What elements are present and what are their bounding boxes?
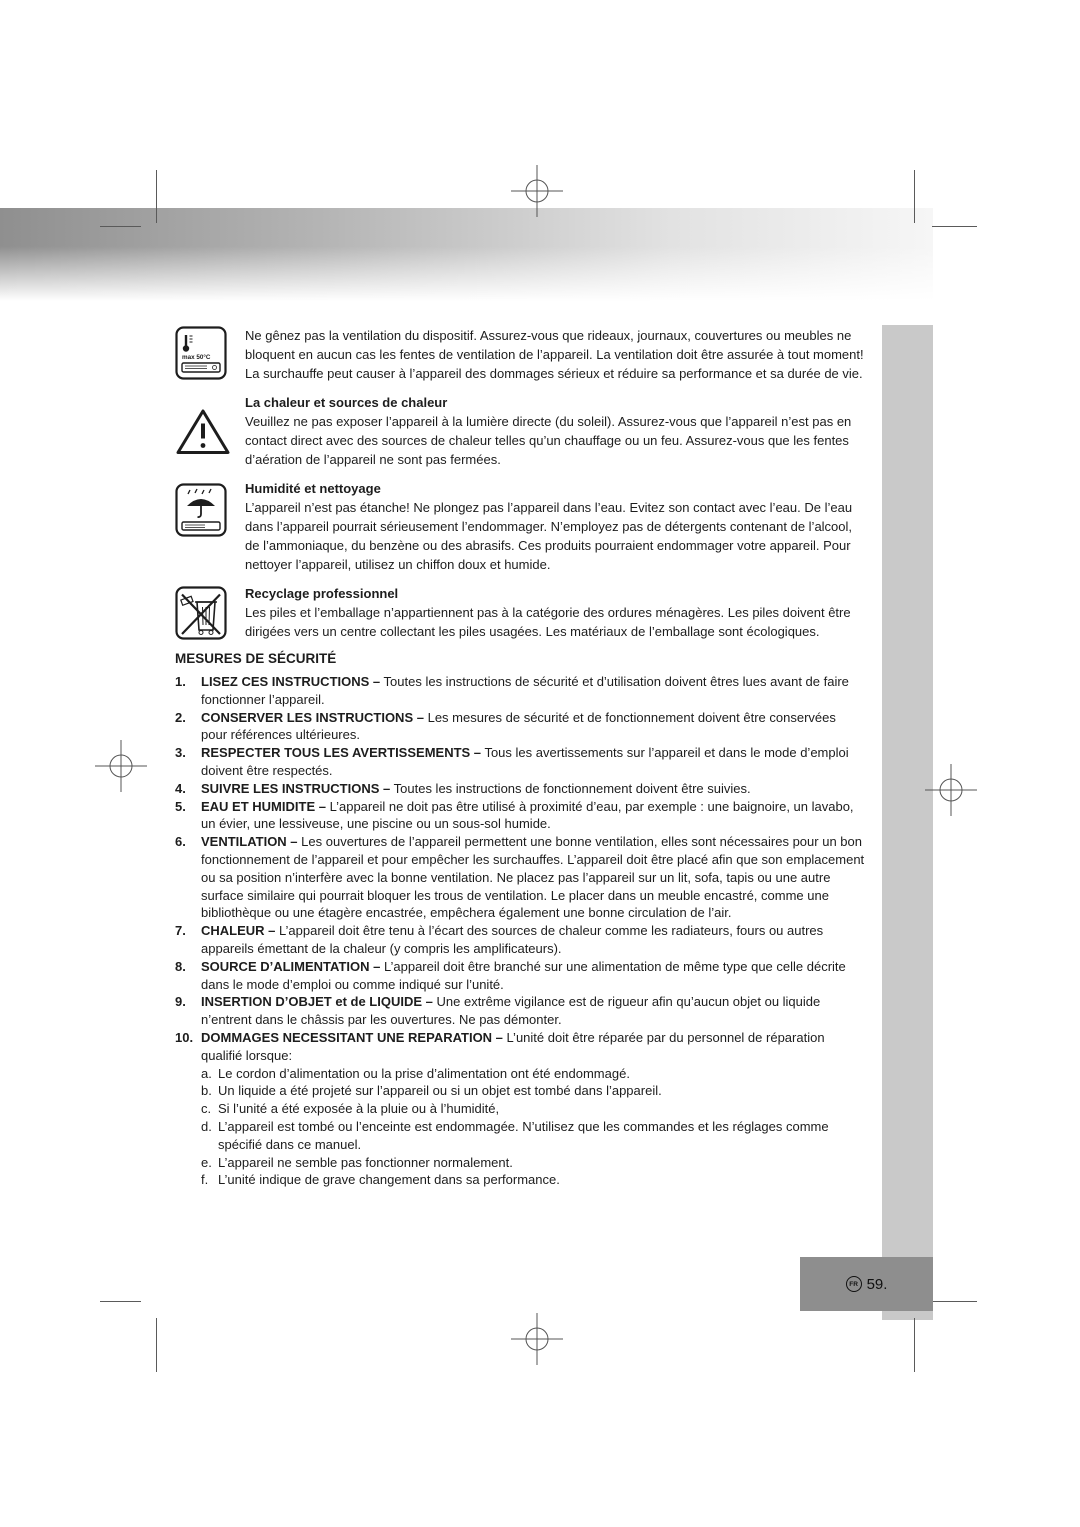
- safety-section-heat: [175, 393, 865, 469]
- sub-item-letter: f.: [201, 1172, 209, 1188]
- header-gradient-band: [0, 208, 933, 304]
- sub-list-item: [201, 1171, 865, 1189]
- list-item-text: SOURCE D’ALIMENTATION – L’appareil doit être branché sur une alimentation de même type que celle décrite dans le mode d’emploi ou comme indiqué sur l’unité.: [201, 958, 846, 992]
- sub-item-text: Le cordon d’alimentation ou la prise d’alimentation ont été endommagé.: [218, 1065, 630, 1081]
- safety-section-humidity: [175, 479, 865, 574]
- list-item-number: 6.: [175, 834, 186, 850]
- safety-section-ventilation: [175, 326, 865, 383]
- crop-mark: [914, 170, 915, 223]
- section-paragraph: L’appareil n’est pas étanche! Ne plongez pas l’appareil dans l’eau. Evitez son contact avec l’eau. De l’eau dans l’appareil pourrait sérieusement l’endommager. N’employez pas de détergents contenant de l’alcool, de l’ammoniaque, du benzène ou des abrasifs. Ces produits pourraient endommager votre appareil. Pour nettoyer l’appareil, utilisez un chiffon doux et humide.: [245, 500, 853, 572]
- list-item-number: 8.: [175, 958, 186, 974]
- registration-mark-right: [925, 764, 977, 816]
- sub-item-text: L’appareil ne semble pas fonctionner normalement.: [218, 1154, 513, 1170]
- sub-item-letter: d.: [201, 1118, 212, 1134]
- list-item-text: DOMMAGES NECESSITANT UNE REPARATION – L’unité doit être réparée par du personnel de réparation qualifié lorsque:: [201, 1029, 825, 1063]
- sub-list-item: [201, 1082, 865, 1100]
- registration-mark-left: [95, 740, 147, 792]
- sub-item-text: L’unité indique de grave changement dans sa performance.: [218, 1172, 560, 1188]
- crop-mark: [156, 1318, 157, 1372]
- list-item-text: INSERTION D’OBJET et de LIQUIDE – Une extrême vigilance est de rigueur afin qu’aucun objet ou liquide n’entrent dans le châssis par les ouvertures. Ne pas démonter.: [201, 994, 821, 1028]
- list-item-text: VENTILATION – Les ouvertures de l’appareil permettent une bonne ventilation, elles sont nécessaires pour un bon fonctionnement de l’appareil et pour empêcher les surchauffes. L’appareil doit être placé afin que son emplacement ou sa position n’interfère avec la bonne ventilation. Ne placez pas l’appareil sur un lit, sofa, tapis ou une autre surface similaire qui pourrait bloquer les trous de ventilation. Le placer dans un meuble encastré, comme une bibliothèque ou une étagère encastrée, empêchera également une bonne circulation de l’air.: [201, 834, 865, 921]
- list-item: [175, 744, 865, 780]
- crop-mark: [100, 1301, 141, 1302]
- sub-item-letter: c.: [201, 1101, 212, 1117]
- list-item-number: 5.: [175, 798, 186, 814]
- list-item: [175, 673, 865, 709]
- recycling-icon: [175, 584, 232, 641]
- footer-page-badge: [800, 1257, 933, 1311]
- list-item-number: 10.: [175, 1029, 194, 1045]
- list-item-text: CONSERVER LES INSTRUCTIONS – Les mesures de sécurité et de fonctionnement doivent être conservées pour références ultérieures.: [201, 709, 836, 743]
- max-temp-label: max 50°C: [182, 354, 211, 361]
- safety-measures-title: MESURES DE SÉCURITÉ: [175, 651, 337, 666]
- sub-item-text: Un liquide a été projeté sur l’appareil ou si un objet est tombé dans l’appareil.: [218, 1083, 662, 1099]
- section-paragraph: Veuillez ne pas exposer l’appareil à la lumière directe (du soleil). Assurez-vous que l’appareil n’est pas en contact direct avec des sources de chaleur telles qu’un chauffage ou un feu. Assurez-vous que les fentes d’aération de l’appareil ne sont pas fermées.: [245, 414, 852, 467]
- page-number: 59.: [866, 1275, 888, 1293]
- section-paragraph: Ne gênez pas la ventilation du dispositif. Assurez-vous que rideaux, journaux, couvertures ou meubles ne bloquent en aucun cas les fentes de ventilation de l’appareil. La ventilation doit être assurée à tout moment! La surchauffe peut causer à l’appareil des dommages sérieux et réduire sa performance et sa durée de vie.: [245, 328, 864, 381]
- section-paragraph: Les piles et l’emballage n’appartiennent pas à la catégorie des ordures ménagères. Les piles doivent être dirigées vers un centre collectant les piles usagées. Les matériaux de l’emballage sont écologiques.: [245, 605, 851, 639]
- section-heading: Recyclage professionnel: [245, 586, 399, 601]
- sub-item-text: Si l’unité a été exposée à la pluie ou à l’humidité,: [218, 1101, 500, 1117]
- section-heading: La chaleur et sources de chaleur: [245, 395, 448, 410]
- list-item-number: 4.: [175, 780, 186, 796]
- crop-mark: [156, 170, 157, 223]
- humidity-icon: [175, 479, 232, 574]
- sub-item-letter: a.: [201, 1065, 212, 1081]
- right-margin-strip: [882, 325, 933, 1320]
- crop-mark: [932, 1301, 977, 1302]
- list-item: [175, 833, 865, 922]
- list-item-text: EAU ET HUMIDITE – L’appareil ne doit pas être utilisé à proximité d’eau, par exemple : une baignoire, un lavabo, un évier, une lessiveuse, une piscine ou un sous-sol humide.: [201, 798, 854, 832]
- list-item-number: 7.: [175, 923, 186, 939]
- list-item-text: SUIVRE LES INSTRUCTIONS – Toutes les instructions de fonctionnement doivent être suivies.: [201, 780, 751, 796]
- list-item: [175, 798, 865, 834]
- registration-mark-bottom: [511, 1313, 563, 1365]
- list-item-text: RESPECTER TOUS LES AVERTISSEMENTS – Tous les avertissements sur l’appareil et dans le mode d’emploi doivent être respectés.: [201, 745, 849, 778]
- safety-measures-list: [175, 673, 865, 1189]
- sub-list-item: [201, 1118, 865, 1154]
- sub-item-text: L’appareil est tombé ou l’enceinte est endommagée. N’utilisez que les commandes et les réglages comme spécifié dans ce manuel.: [218, 1118, 829, 1152]
- crop-mark: [100, 226, 141, 227]
- list-item-number: 1.: [175, 674, 186, 689]
- sub-item-letter: b.: [201, 1083, 212, 1099]
- section-heading: Humidité et nettoyage: [245, 481, 381, 496]
- max-temperature-icon: [175, 326, 232, 383]
- list-item-number: 9.: [175, 994, 186, 1010]
- crop-mark: [932, 226, 977, 227]
- sub-list-item: [201, 1154, 865, 1172]
- registration-mark-top: [511, 165, 563, 217]
- warning-triangle-icon: [175, 393, 232, 469]
- content-column: [175, 326, 865, 1189]
- list-item-number: 3.: [175, 745, 186, 761]
- list-item: [175, 1029, 865, 1065]
- safety-section-recycling: [175, 584, 865, 641]
- list-item-text: CHALEUR – L’appareil doit être tenu à l’écart des sources de chaleur comme les radiateurs, fours ou autres appareils émettant de la chaleur (y compris les amplificateurs).: [201, 923, 824, 956]
- list-item: [175, 958, 865, 994]
- sub-list-item: [201, 1065, 865, 1083]
- list-item-number: 2.: [175, 709, 186, 725]
- list-item: [175, 922, 865, 958]
- sub-item-letter: e.: [201, 1154, 212, 1170]
- list-item-text: LISEZ CES INSTRUCTIONS – Toutes les instructions de sécurité et d’utilisation doivent êtres lues avant de faire fonctionner l’appareil.: [201, 674, 849, 707]
- list-item: [175, 709, 865, 745]
- sub-list-item: [201, 1100, 865, 1118]
- list-item: [175, 780, 865, 798]
- fr-language-icon: FR: [846, 1276, 862, 1292]
- crop-mark: [914, 1318, 915, 1372]
- list-item: [175, 993, 865, 1029]
